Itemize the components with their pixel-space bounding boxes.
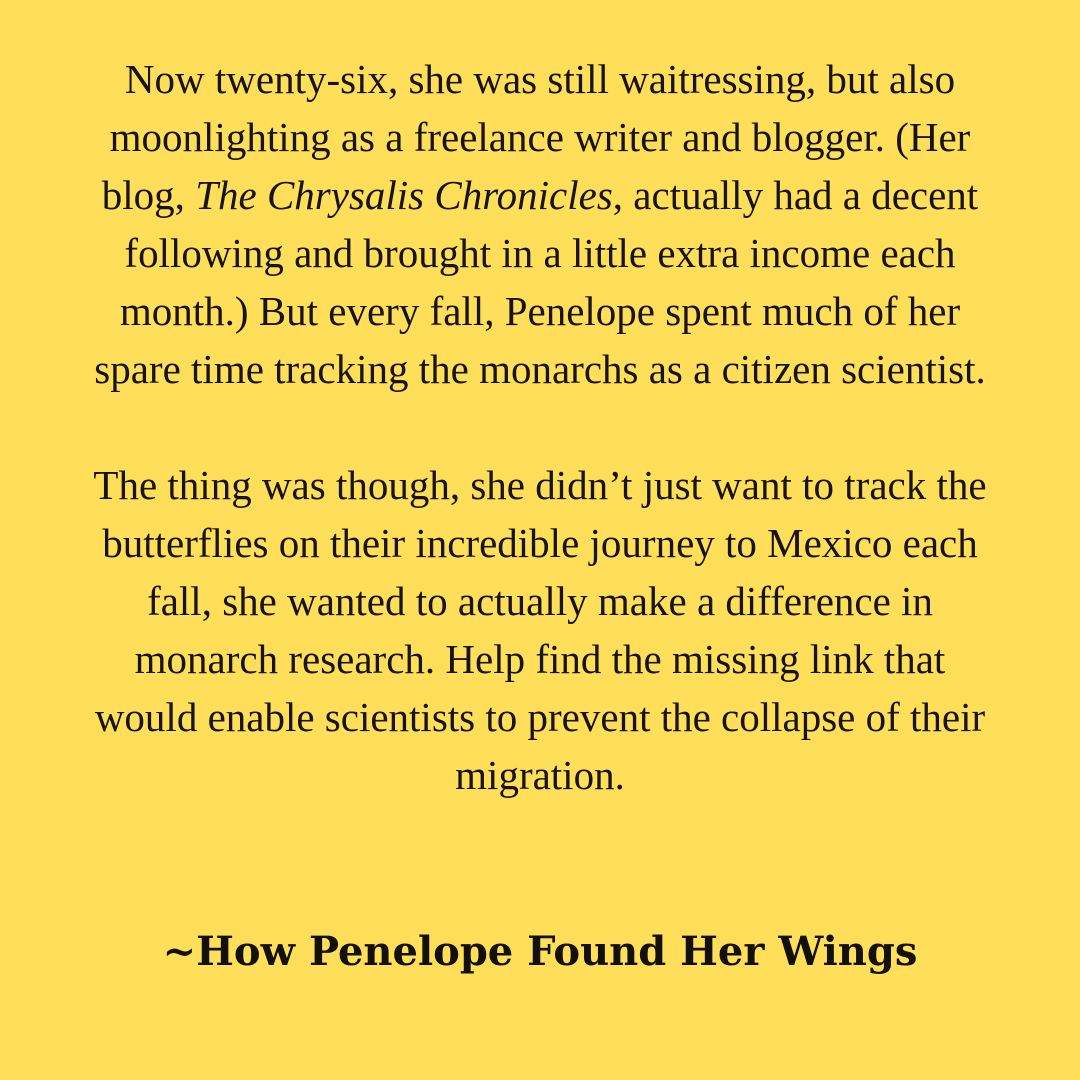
paragraph-1-lead-text: Now twenty-six, she was still waitressing, but also moonlighting as a freelance writer and blogger. (Her blog, (101, 56, 971, 218)
blog-title-italic: The Chrysalis Chronicles (195, 172, 613, 218)
story-text-block (80, 50, 1000, 862)
story-paragraph-2: The thing was though, she didn’t just want to track the butterflies on their incredible journey to Mexico each fall, she wanted to actually make a difference in monarch research. Help find the missing link that would enable scientists to prevent the collapse of their migration. (93, 462, 987, 798)
story-paragraph-1 (80, 50, 1000, 398)
attribution: ~How Penelope Found Her Wings (162, 928, 918, 975)
paragraph-1-trailing-text: , actually had a decent following and brought in a little extra income each month.) But every fall, Penelope spent much of her spare time tracking the monarchs as a citizen scientist. (94, 172, 986, 392)
